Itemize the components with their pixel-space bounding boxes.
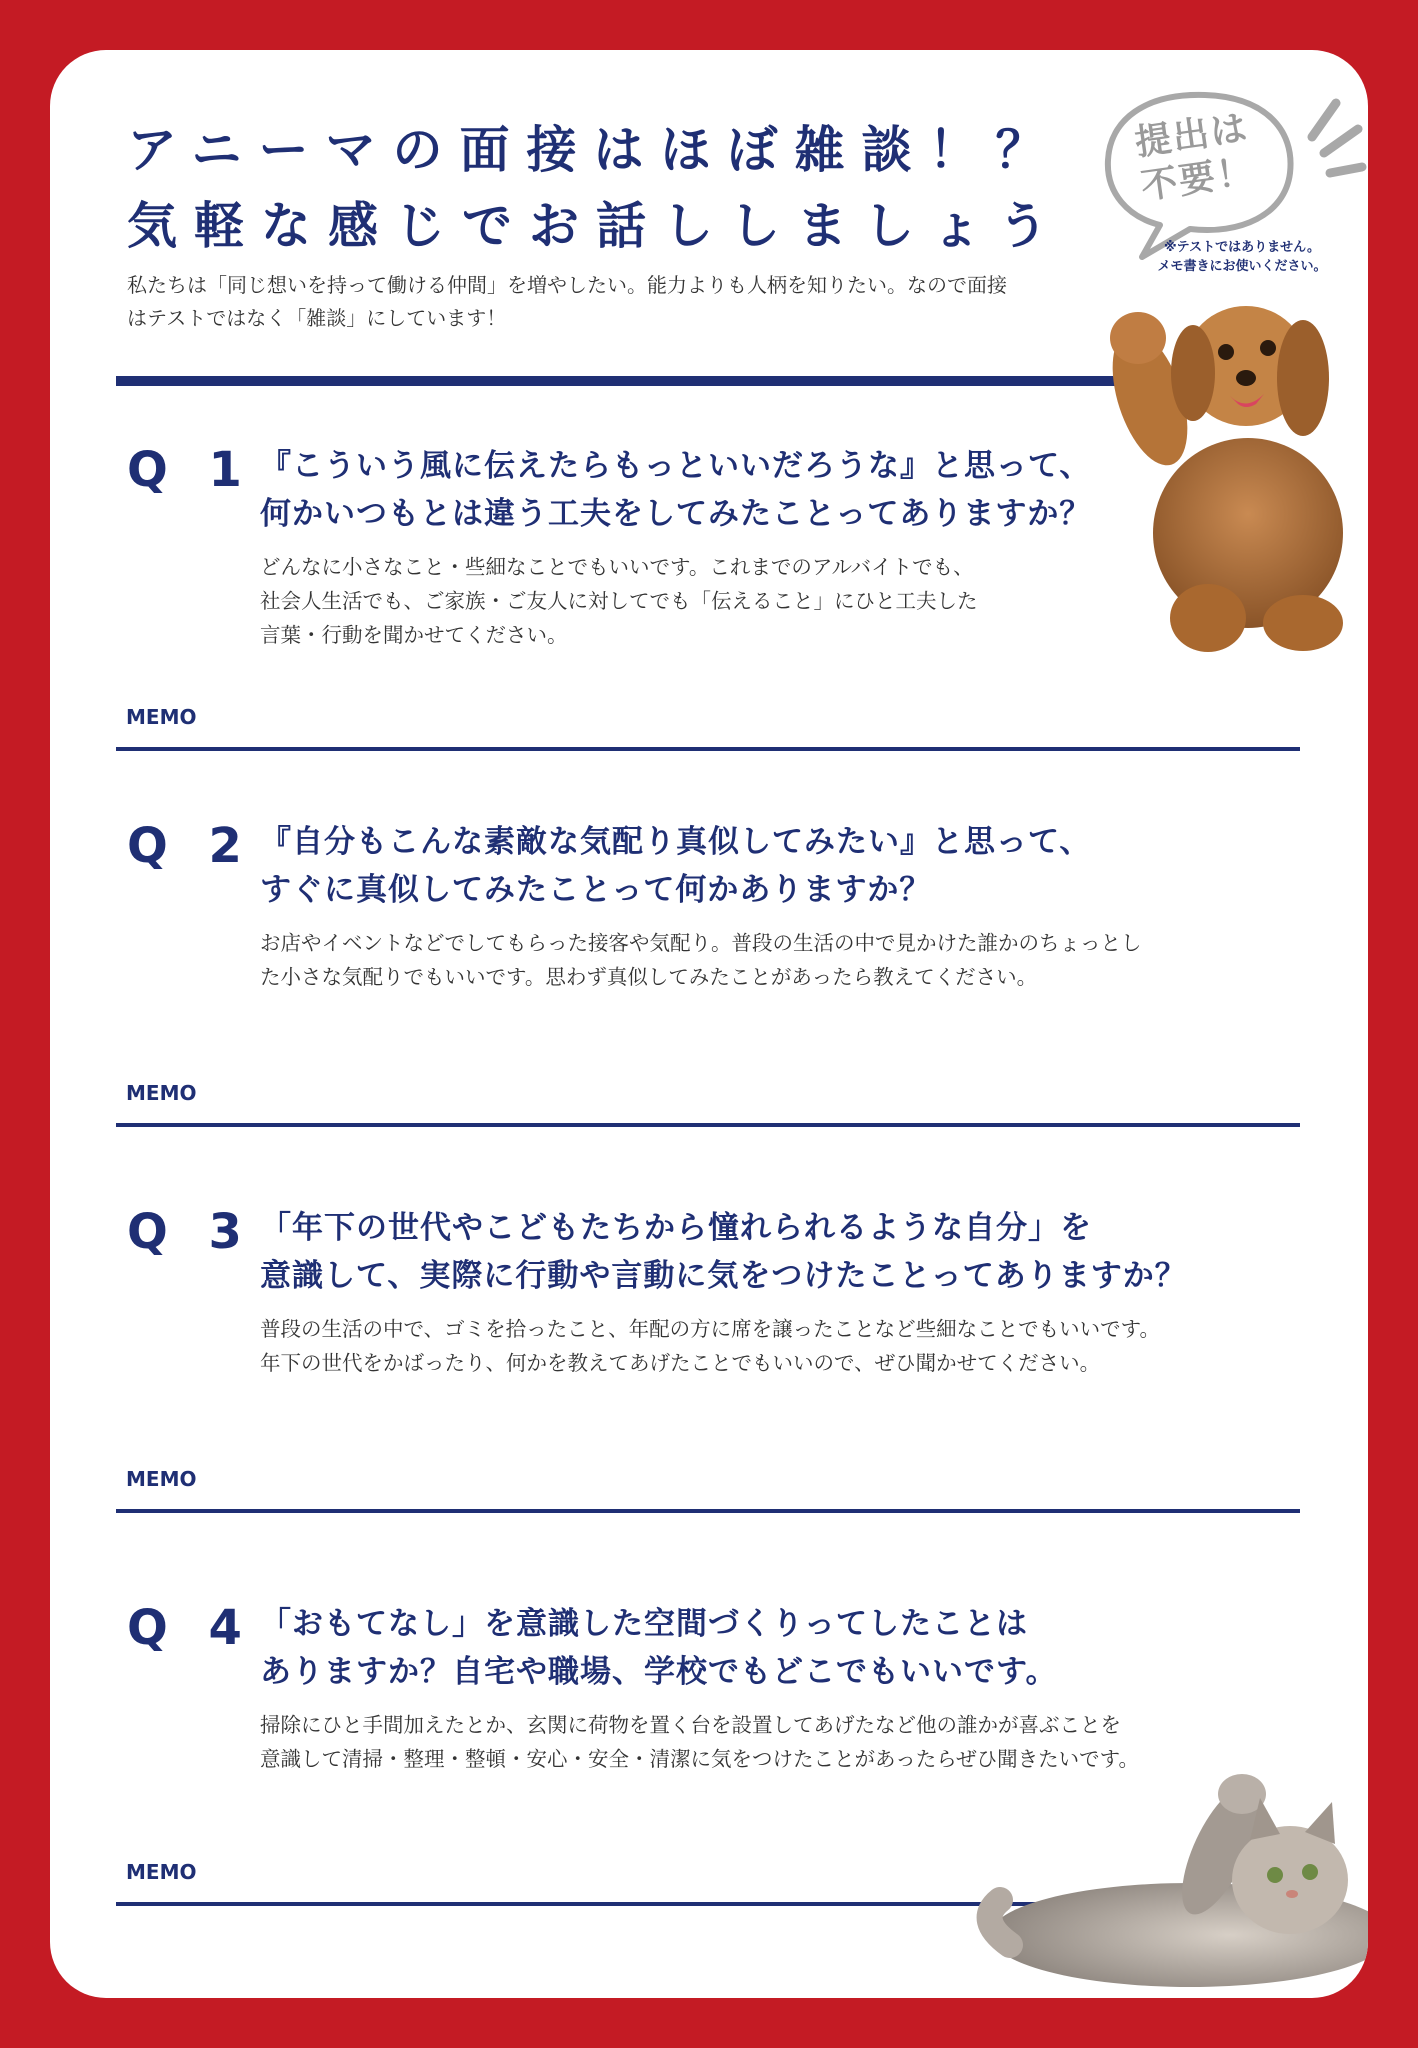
memo-label: MEMO (126, 1467, 197, 1491)
memo-label: MEMO (126, 1860, 197, 1884)
bubble-note-line-1: ※テストではありません。 (1164, 240, 1320, 255)
bubble-text (1125, 105, 1266, 210)
bubble-note-line-2: メモ書きにお使いください。 (1157, 259, 1327, 274)
question-title (260, 1600, 1058, 1696)
title-line-1: アニーマの面接はほぼ雑談！？ (127, 121, 1063, 179)
question-title (260, 1204, 1187, 1300)
bubble-note (1132, 238, 1352, 276)
description-line: どんなに小さなこと・些細なことでもいいです。これまでのアルバイトでも、 (260, 555, 974, 579)
cat-photo-icon (970, 1770, 1368, 1998)
question-number: Q 2 (127, 818, 254, 874)
description-line: 掃除にひと手間加えたとか、玄関に荷物を置く台を設置してあげたなど他の誰かが喜ぶことを (260, 1713, 1121, 1737)
intro-line-2: はテストではなく「雑談」にしています！ (127, 306, 507, 330)
header-divider (116, 376, 1256, 386)
question-number: Q 4 (127, 1600, 254, 1656)
title-line-2: 気軽な感じでお話ししましょう (127, 197, 1065, 255)
dog-photo-icon (1098, 278, 1368, 658)
question-number: Q 3 (127, 1204, 254, 1260)
question-title-line: 『自分もこんな素敵な気配り真似してみたい』と思って、 (260, 824, 1092, 860)
description-line: お店やイベントなどでしてもらった接客や気配り。普段の生活の中で見かけた誰かのちょっとし (260, 931, 1142, 955)
question-title (260, 442, 1091, 538)
question-title-line: ありますか？自宅や職場、学校でもどこでもいいです。 (260, 1654, 1058, 1690)
memo-line (116, 1509, 1300, 1513)
description-line: 社会人生活でも、ご家族・ご友人に対してでも「伝えること」にひと工夫した (260, 589, 978, 613)
intro-line-1: 私たちは「同じ想いを持って働ける仲間」を増やしたい。能力よりも人柄を知りたい。なので面接 (127, 273, 1007, 297)
page-title (127, 112, 1065, 264)
memo-label: MEMO (126, 1081, 197, 1105)
question-title-line: 「おもてなし」を意識した空間づくりってしたことは (260, 1606, 1028, 1642)
interview-sheet-card (50, 50, 1368, 1998)
description-line: 普段の生活の中で、ゴミを拾ったこと、年配の方に席を譲ったことなど些細なことでもいいです。 (260, 1317, 1160, 1341)
description-line: 年下の世代をかばったり、何かを教えてあげたことでもいいので、ぜひ聞かせてください。 (260, 1351, 1101, 1375)
question-title-line: すぐに真似してみたことって何かありますか？ (260, 872, 932, 908)
description-line: た小さな気配りでもいいです。思わず真似してみたことがあったら教えてください。 (260, 965, 1038, 989)
question-title-line: 「年下の世代やこどもたちから憧れられるような自分」を (260, 1210, 1092, 1246)
intro-text (127, 269, 1087, 335)
question-title-line: 『こういう風に伝えたらもっといいだろうな』と思って、 (260, 448, 1092, 484)
description-line: 言葉・行動を聞かせてください。 (260, 623, 568, 647)
question-title-line: 意識して、実際に行動や言動に気をつけたことってありますか？ (260, 1258, 1187, 1294)
memo-line (116, 1123, 1300, 1127)
memo-label: MEMO (126, 705, 197, 729)
question-title (260, 818, 1091, 914)
bubble-line-2: 不要！ (1138, 151, 1258, 208)
question-description (260, 1708, 1330, 1776)
question-number: Q 1 (127, 442, 254, 498)
bubble-line-1: 提出は (1132, 107, 1252, 164)
memo-line (116, 747, 1300, 751)
emphasis-lines-icon (1312, 103, 1362, 173)
description-line: 意識して清掃・整理・整頓・安心・安全・清潔に気をつけたことがあったらぜひ聞きたいです。 (260, 1747, 1140, 1771)
question-description (260, 1312, 1330, 1380)
question-title-line: 何かいつもとは違う工夫をしてみたことってありますか？ (260, 496, 1092, 532)
question-description (260, 926, 1330, 994)
